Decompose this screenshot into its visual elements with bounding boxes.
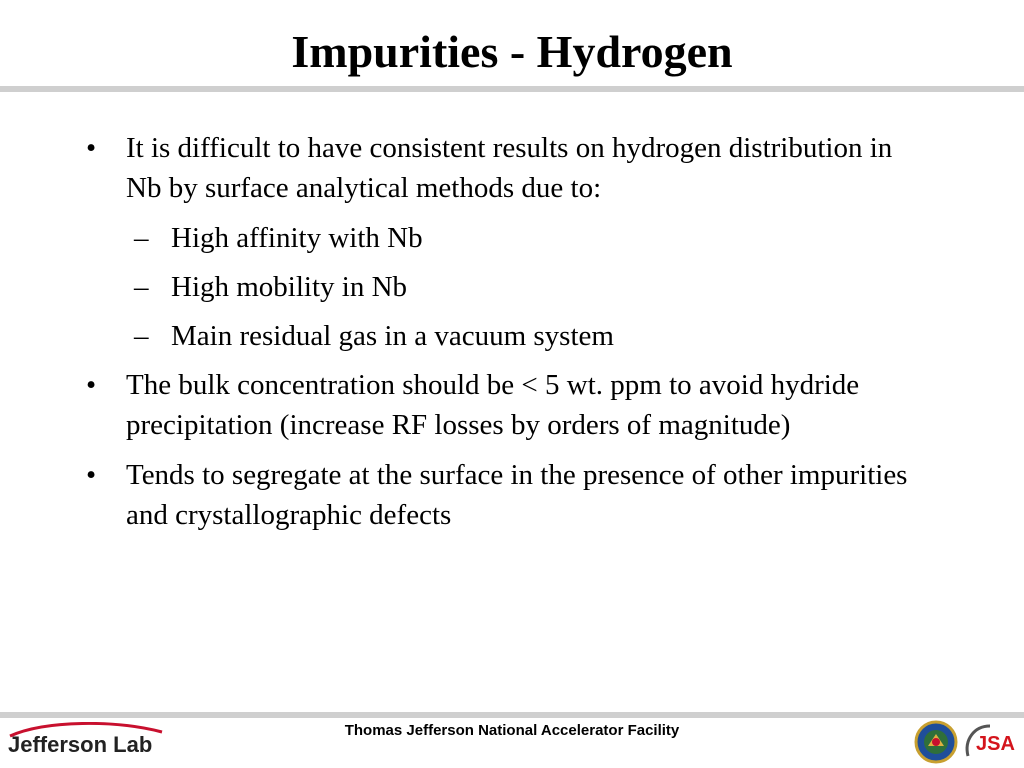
jsa-wordmark: JSA xyxy=(976,733,1015,755)
sub-item xyxy=(86,267,916,307)
bullet-text: The bulk concentration should be < 5 wt. ppm to avoid hydride precipitation (increase RF losses by orders of magnitude) xyxy=(126,369,860,441)
footer-institution: Thomas Jefferson National Accelerator Facility xyxy=(344,722,680,739)
jsa-logo xyxy=(962,720,1022,764)
bullet-item xyxy=(86,128,916,208)
doe-seal-icon xyxy=(914,720,958,764)
jefferson-lab-logo xyxy=(6,722,166,762)
slide-title: Impurities - Hydrogen xyxy=(291,26,733,77)
bullet-mark: • xyxy=(86,459,97,491)
bullet-text: It is difficult to have consistent results on hydrogen distribution in Nb by surface analytical methods due to: xyxy=(126,132,893,204)
sub-item-text: Main residual gas in a vacuum system xyxy=(171,320,614,352)
slide-body xyxy=(86,128,916,545)
dash-mark: – xyxy=(134,271,149,303)
title-divider xyxy=(0,86,1024,92)
dash-mark: – xyxy=(134,222,149,254)
bullet-item xyxy=(86,365,916,445)
dash-mark: – xyxy=(134,320,149,352)
sub-item-text: High mobility in Nb xyxy=(171,271,408,303)
bullet-text: Tends to segregate at the surface in the presence of other impurities and crystallographic defects xyxy=(126,459,908,531)
bullet-mark: • xyxy=(86,369,97,401)
sub-item xyxy=(86,218,916,258)
jefferson-lab-wordmark: Jefferson Lab xyxy=(8,732,153,757)
bullet-mark: • xyxy=(86,132,97,164)
bullet-item xyxy=(86,455,916,535)
footer-divider xyxy=(0,712,1024,718)
sub-item xyxy=(86,316,916,356)
sub-item-text: High affinity with Nb xyxy=(171,222,423,254)
